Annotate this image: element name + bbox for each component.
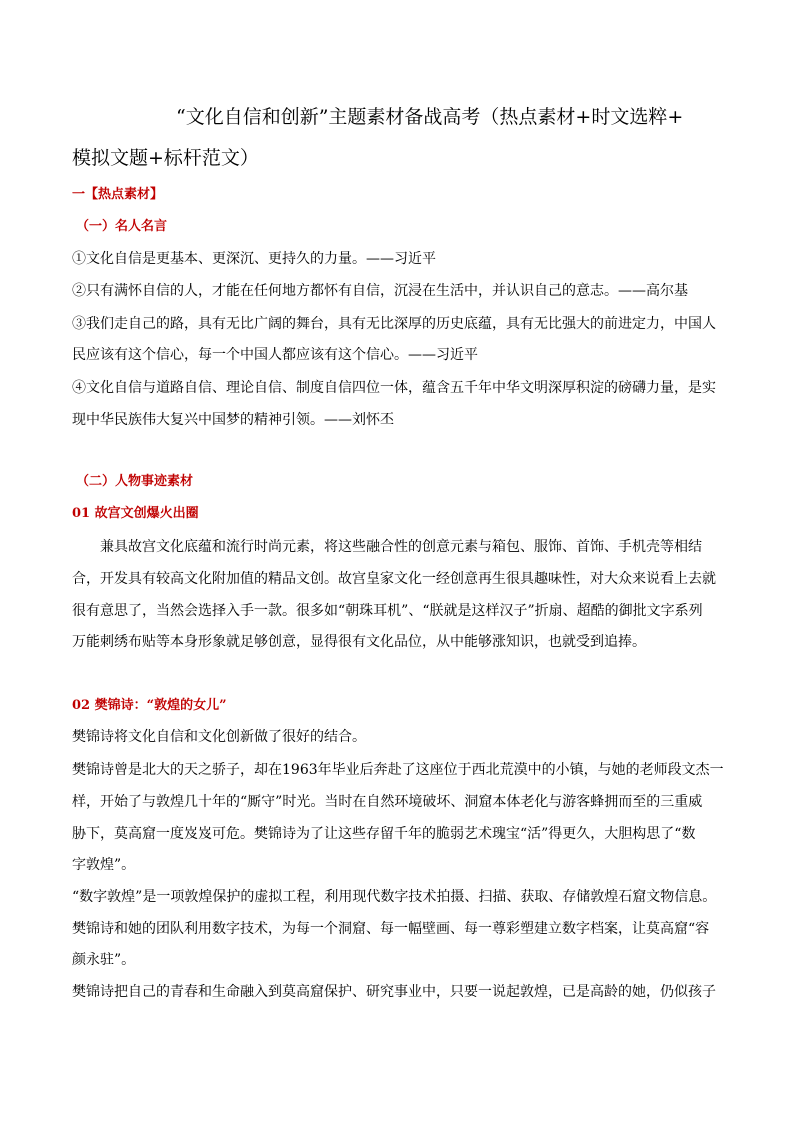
document-title-line-1: “文化自信和创新”主题素材备战高考（热点素材+时文选粹+ — [176, 106, 684, 128]
story-paragraph-line: 合，开发具有较高文化附加值的精品文创。故宫皇家文化一经创意再生很具趣味性，对大众来说看上去就 — [72, 571, 716, 587]
quote-line: 现中华民族伟大复兴中国梦的精神引领。——刘怀丕 — [72, 412, 394, 428]
quote-line: 民应该有这个信心，每一个中国人都应该有这个信心。——习近平 — [72, 347, 478, 363]
story-paragraph-line: 字敦煌”。 — [72, 857, 136, 873]
story-paragraph-line: 万能刺绣布贴等本身形象就足够创意，显得很有文化品位，从中能够涨知识，也就受到追捧。 — [72, 634, 646, 650]
quote-line: ④文化自信与道路自信、理论自信、制度自信四位一体，蕴含五千年中华文明深厚积淀的磅礴力量，是实 — [72, 380, 716, 396]
story-paragraph-line: 胁下，莫高窟一度岌岌可危。樊锦诗为了让这些存留千年的脆弱艺术瑰宝“活”得更久，大胆构思了“数 — [72, 826, 696, 842]
story-paragraph-line: 颜永驻”。 — [72, 952, 136, 968]
story-heading-palace-museum: 01 故宫文创爆火出圈 — [72, 506, 199, 521]
story-paragraph-line: “数字敦煌”是一项敦煌保护的虚拟工程，利用现代数字技术拍摄、扫描、获取、存储敦煌石窟文物信息。 — [72, 889, 717, 905]
quote-line: ③我们走自己的路，具有无比广阔的舞台，具有无比深厚的历史底蕴，具有无比强大的前进定力，中国人 — [72, 316, 716, 332]
subsection-heading-stories: （二）人物事迹素材 — [76, 474, 194, 489]
story-heading-fan-jinshi: 02 樊锦诗：“敦煌的女儿” — [72, 698, 227, 713]
story-paragraph-line: 樊锦诗把自己的青春和生命融入到莫高窟保护、研究事业中，只要一说起敦煌，已是高龄的她，仍似孩子 — [72, 984, 716, 1000]
story-paragraph-line: 樊锦诗将文化自信和文化创新做了很好的结合。 — [72, 729, 366, 745]
quote-line: ②只有满怀自信的人，才能在任何地方都怀有自信，沉浸在生活中，并认识自己的意志。——高尔基 — [72, 283, 688, 299]
story-paragraph-line: 樊锦诗曾是北大的天之骄子，却在1963年毕业后奔赴了这座位于西北荒漠中的小镇，与她的老师段文杰一 — [72, 762, 724, 778]
story-paragraph-line: 很有意思了，当然会选择入手一款。很多如“朝珠耳机”、“朕就是这样汉子”折扇、超酷的御批文字系列 — [72, 603, 703, 619]
section-heading-hot-materials: 一【热点素材】 — [72, 187, 164, 202]
quote-line: ①文化自信是更基本、更深沉、更持久的力量。——习近平 — [72, 251, 436, 267]
story-paragraph-line: 样，开始了与敦煌几十年的“厮守”时光。当时在自然环境破坏、洞窟本体老化与游客蜂拥而至的三重威 — [72, 794, 703, 810]
story-paragraph-line: 兼具故宫文化底蕴和流行时尚元素，将这些融合性的创意元素与箱包、服饰、首饰、手机壳等相结 — [100, 539, 702, 555]
subsection-heading-quotes: （一）名人名言 — [76, 219, 168, 234]
story-paragraph-line: 樊锦诗和她的团队利用数字技术，为每一个洞窟、每一幅壁画、每一尊彩塑建立数字档案，让莫高窟“容 — [72, 921, 710, 937]
document-title-line-2: 模拟文题+标杆范文） — [72, 147, 259, 169]
